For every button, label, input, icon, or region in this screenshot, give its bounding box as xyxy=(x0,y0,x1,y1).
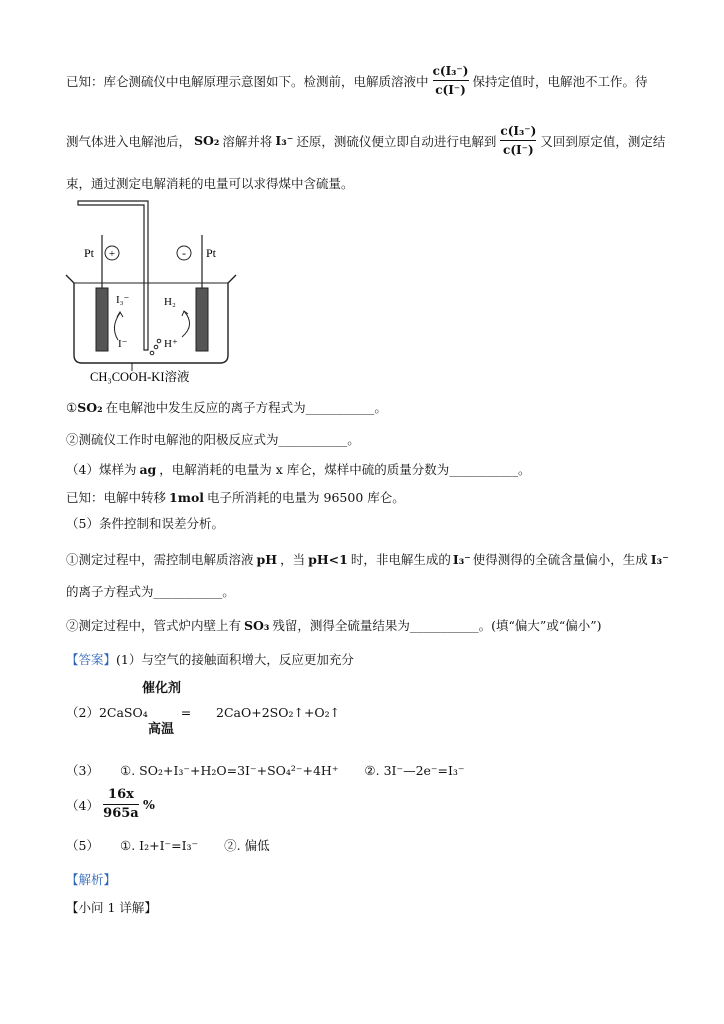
q4-text-2: ，电解消耗的电量为 x 库仑，煤样中硫的质量分数为___________。 xyxy=(159,462,531,477)
mass-ag: ag xyxy=(139,461,157,477)
question-5-1 xyxy=(66,550,669,568)
q1-text: 在电解池中发生反应的离子方程式为___________。 xyxy=(105,400,387,415)
q5-1-text-4: 使得测得的全硫含量偏小，生成 xyxy=(472,552,648,567)
right-sign: - xyxy=(182,246,186,260)
q5-1-text-3: 时，非电解生成的 xyxy=(350,552,451,567)
gas-tube xyxy=(78,201,148,350)
right-pt-label: Pt xyxy=(206,246,217,260)
analysis-tag: 【解析】 xyxy=(66,872,117,887)
label-h2: H₂ xyxy=(164,296,176,308)
i3-formula: I₃⁻ xyxy=(275,133,294,148)
i3-formula: I₃⁻ xyxy=(650,551,669,567)
so2-formula: SO₂ xyxy=(77,399,103,415)
q5-2-text-1: ②测定过程中，管式炉内壁上有 xyxy=(66,618,242,633)
intro-text-3: 测气体进入电解池后， xyxy=(66,133,192,149)
high-temp-label: 高温 xyxy=(148,722,175,737)
ratio-numerator: c(I₃⁻) xyxy=(432,64,469,78)
catalyst-label: 催化剂 xyxy=(142,681,182,696)
answer-2-eq: = xyxy=(180,704,192,720)
one-mol: 1mol xyxy=(169,489,205,505)
answer-1-text: (1）与空气的接触面积增大，反应更加充分 xyxy=(116,652,354,667)
answer-3-part-2: ②. 3I⁻—2e⁻=I₃⁻ xyxy=(364,762,465,778)
intro-line-3: 束，通过测定电解消耗的电量可以求得煤中含硫量。 xyxy=(66,176,354,191)
left-sign: + xyxy=(108,248,116,260)
answer-3 xyxy=(66,761,465,779)
question-2: ②测硫仪工作时电解池的阳极反应式为___________。 xyxy=(66,432,360,447)
so2-formula: SO₂ xyxy=(194,133,220,148)
known-text-1: 已知：电解中转移 xyxy=(66,490,167,505)
answer-2-rhs: 2CaO+2SO₂↑+O₂↑ xyxy=(216,704,341,720)
answer-5 xyxy=(66,836,270,854)
cathode-arrow-icon xyxy=(182,311,190,337)
question-4 xyxy=(66,460,531,478)
ratio-denominator: c(I⁻) xyxy=(435,83,466,97)
question-5-1-cont: 的离子方程式为___________。 xyxy=(66,584,235,599)
bubble-icon xyxy=(154,345,158,349)
answer-5-part-1: ①. I₂+I⁻=I₃⁻ xyxy=(120,837,199,853)
q1-mark: ① xyxy=(66,399,78,415)
ratio-denominator: c(I⁻) xyxy=(503,143,534,157)
bubble-icon xyxy=(150,351,154,355)
i3-formula: I₃⁻ xyxy=(452,551,471,567)
label-i-minus: I⁻ xyxy=(118,338,128,350)
answer-4-fraction xyxy=(103,788,139,821)
ratio-fraction-2 xyxy=(500,124,536,157)
question-5-2 xyxy=(66,616,601,634)
answer-tag: 【答案】 xyxy=(66,652,117,667)
question-5: （5）条件控制和误差分析。 xyxy=(66,516,224,531)
intro-text-4: 溶解并将 xyxy=(222,133,273,149)
anode-electrode xyxy=(96,288,108,351)
answer-4-numerator: 16x xyxy=(108,787,134,802)
label-h-plus: H⁺ xyxy=(164,338,178,350)
ph-condition: pH<1 xyxy=(308,551,348,567)
label-i3: I₃⁻ xyxy=(116,294,130,306)
bubble-icon xyxy=(157,339,161,343)
known-note xyxy=(66,488,405,506)
known-text-2: 电子所消耗的电量为 96500 库仑。 xyxy=(207,490,405,505)
answer-2 xyxy=(66,703,340,721)
q4-text-1: （4）煤样为 xyxy=(66,462,137,477)
solution-label: CH₃COOH-KI溶液 xyxy=(90,370,190,384)
electrolysis-diagram xyxy=(60,195,270,390)
beaker xyxy=(66,275,236,363)
left-pt-label: Pt xyxy=(84,246,95,260)
cathode-electrode xyxy=(196,288,208,351)
ratio-numerator: c(I₃⁻) xyxy=(500,124,537,138)
answer-3-part-1: ①. SO₂+I₃⁻+H₂O=3I⁻+SO₄²⁻+4H⁺ xyxy=(120,762,339,778)
detail-heading: 【小问 1 详解】 xyxy=(66,900,157,915)
intro-text-5: 还原，测硫仪便立即自动进行电解到 xyxy=(296,133,497,149)
answer-5-part-2: ②. 偏低 xyxy=(224,838,270,853)
percent-sign: % xyxy=(142,797,155,812)
question-1 xyxy=(66,398,387,416)
intro-text-6: 又回到原定值，测定结 xyxy=(540,133,666,149)
so3-formula: SO₃ xyxy=(244,617,270,633)
answer-1 xyxy=(66,650,354,668)
ratio-fraction-1 xyxy=(433,64,469,97)
intro-text-1: 已知：库仑测硫仪中电解原理示意图如下。检测前，电解质溶液中 xyxy=(66,73,429,89)
answer-2-lhs: （2）2CaSO₄ xyxy=(66,705,148,720)
answer-4-denominator: 965a xyxy=(103,806,139,821)
answer-3-label: （3） xyxy=(66,763,99,778)
answer-5-label: （5） xyxy=(66,838,99,853)
q5-2-text-2: 残留，测得全硫量结果为___________。(填“偏大”或“偏小”) xyxy=(272,618,602,633)
q5-1-text-1: ①测定过程中，需控制电解质溶液 xyxy=(66,552,254,567)
intro-line-2 xyxy=(66,124,665,157)
intro-text-2: 保持定值时，电解池不工作。待 xyxy=(472,73,648,89)
intro-line-1 xyxy=(66,64,648,97)
answer-4 xyxy=(66,788,155,821)
answer-4-label: （4） xyxy=(66,797,99,813)
q5-1-text-2: ，当 xyxy=(280,552,306,567)
ph-label: pH xyxy=(256,551,278,567)
